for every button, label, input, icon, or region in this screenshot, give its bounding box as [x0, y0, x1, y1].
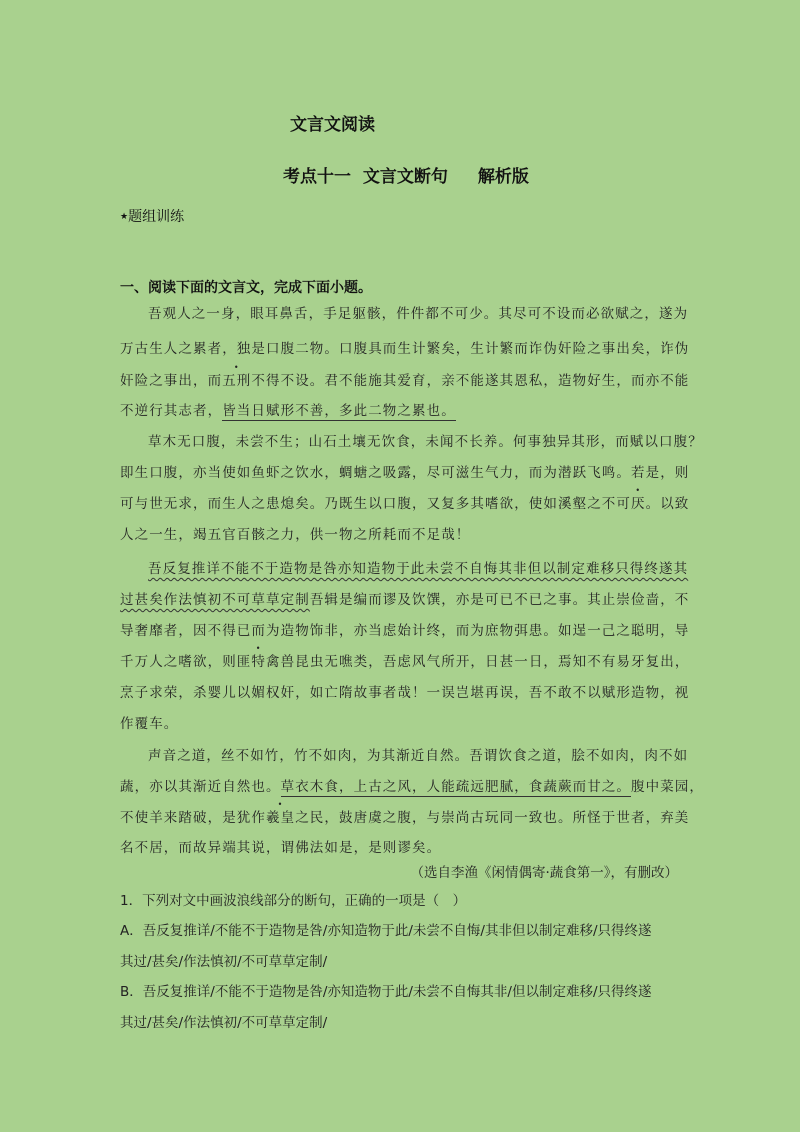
text-span: 之民，鼓唐虞之腹，与崇尚古玩同一致也。所怪于世者，弃美	[295, 810, 690, 826]
option-a-continued: 其过/甚矣/作法慎初/不可草草定制/	[120, 954, 328, 970]
section-heading	[120, 206, 184, 226]
text-span: 。以致	[645, 496, 690, 512]
emphasized-word: 五刑	[222, 373, 252, 389]
option-b[interactable]	[120, 980, 652, 1000]
underlined-sentence: 草衣木食，上古之风，人能疏远肥腻，食蔬蕨而甘之。	[280, 779, 632, 795]
subtitle-tag: 解析版	[477, 167, 529, 187]
passage-line	[120, 588, 690, 608]
passage-line: 名不居，而故异端其说，谓佛法如是，是则谬矣。	[120, 840, 442, 856]
wavy-underlined-text: 吾反复推详不能不于造物是咎亦知造物于此未尝不自悔其非但以制定难移只得终遂其	[148, 561, 689, 577]
text-span: 禽兽昆虫无噍类，吾虑风气所开，日甚一日，焉知不有易牙复出，	[266, 654, 690, 670]
option-text: 吾反复推详/不能不于造物是咎/亦知造物于此/未尝不自悔其非/但以制定难移/只得终遂	[142, 984, 652, 1000]
passage-line: 作覆车。	[120, 716, 179, 732]
passage-line	[120, 492, 690, 512]
passage-line	[120, 399, 685, 419]
passage-line	[148, 557, 689, 577]
passage-line: 导奢靡者，因不得已而为造物饰非，亦当虑始计终，而为庶物弭患。如逞一己之聪明，导	[120, 623, 690, 639]
text-span: 可与世无求，而生人之患熄矣。乃既生以口腹，又复多其嗜欲，使如溪壑之不可	[120, 496, 631, 512]
passage-line	[120, 369, 690, 389]
option-a[interactable]	[120, 919, 652, 939]
passage-line: 吾观人之一身，眼耳鼻舌，手足躯骸，件件都不可少。其尽可不设而必欲赋之，遂为	[148, 306, 689, 322]
emphasized-word: 羲皇	[266, 810, 296, 826]
wavy-underlined-text: 过甚矣作法慎初不可草草定制	[120, 592, 310, 608]
doc-subtitle	[283, 162, 529, 187]
text-span: 不使羊来踏破，是犹作	[120, 810, 266, 826]
question-stem: 1．下列对文中画波浪线部分的断句，正确的一项是（ ）	[120, 893, 467, 909]
passage-line	[120, 650, 690, 670]
option-label: A．	[120, 923, 143, 939]
text-span: 腹中菜园，	[631, 779, 705, 795]
passage-line: 草木无口腹，未尝不生；山石土壤无饮食，未闻不长养。何事独异其形，而赋以口腹？	[148, 434, 703, 450]
text-span: 不逆行其志者，	[120, 403, 223, 419]
passage-line	[120, 806, 690, 826]
passage-line: 人之一生，竭五官百骸之力，供一物之所耗而不足哉！	[120, 527, 471, 543]
subtitle-text: 考点十一 文言文断句	[283, 167, 448, 187]
text-span: 吾辑是编而谬及饮馔，亦是可已不已之事。其止崇俭啬，不	[309, 592, 690, 608]
star-icon: ★	[120, 212, 129, 222]
doc-title: 文言文阅读	[290, 115, 375, 135]
emphasized-word: 厌	[631, 496, 646, 512]
option-text: 吾反复推详/不能不于造物是咎/亦知造物于此/未尝不自悔/其非但以制定难移/只得终遂	[142, 923, 652, 939]
passage-source: （选自李渔《闲情偶寄·蔬食第一》，有删改）	[410, 865, 678, 881]
option-b-continued: 其过/甚矣/作法慎初/不可草草定制/	[120, 1015, 328, 1031]
text-span: 蔬，亦以其渐近自然也。	[120, 779, 281, 795]
question-header: 一、阅读下面的文言文，完成下面小题。	[120, 280, 372, 296]
passage-line	[120, 775, 705, 795]
text-span: 奸险之事出，而	[120, 373, 223, 389]
text-span: 不得不设。君不能施其爱育，亲不能遂其恩私，造物好生，而亦不能	[251, 373, 690, 389]
emphasized-word: 特	[251, 654, 267, 670]
text-span: 千万人之嗜欲，则匪	[120, 654, 252, 670]
section-label: 题组训练	[128, 209, 185, 225]
passage-line: 声音之道，丝不如竹，竹不如肉，为其渐近自然。吾谓饮食之道，脍不如肉，肉不如	[148, 748, 689, 764]
passage-line: 即生口腹，亦当使如鱼虾之饮水，蜩螗之吸露，尽可滋生气力，而为潜跃飞鸣。若是，则	[120, 465, 690, 481]
option-label: B．	[120, 984, 143, 1000]
passage-line: 万古生人之累者，独是口腹二物。口腹具而生计繁矣，生计繁而诈伪奸险之事出矣，诈伪	[120, 341, 690, 357]
passage-line: 烹子求荣，杀婴儿以媚权奸，如亡隋故事者哉！一误岂堪再误，吾不敢不以赋形造物，视	[120, 685, 690, 701]
underlined-sentence: 皆当日赋形不善，多此二物之累也。	[222, 403, 456, 419]
